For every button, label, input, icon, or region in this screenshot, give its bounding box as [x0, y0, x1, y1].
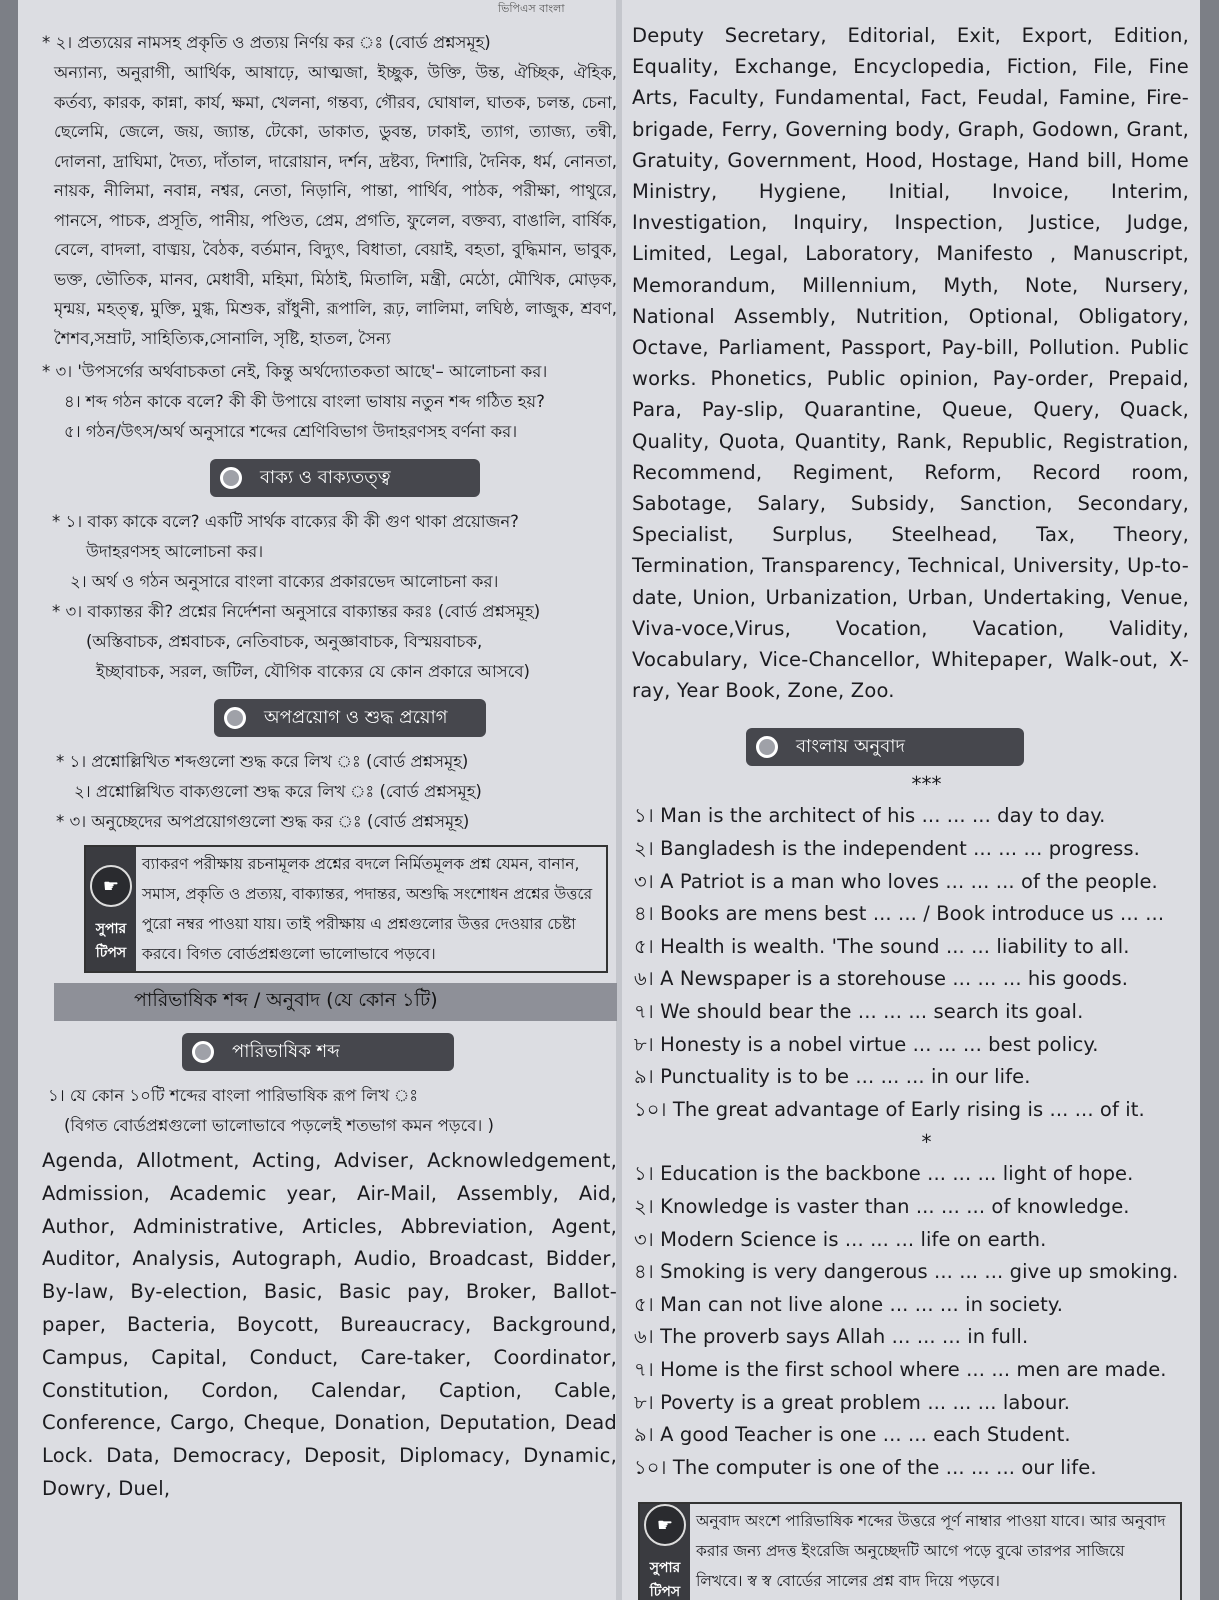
hand-pointer-icon: ☛ [90, 865, 132, 907]
terms-list-left: Agenda, Allotment, Acting, Adviser, Acknowledgement, Admission, Academic year, Air-Mail, Assembly, Aid, Author, Administrative, Articles, Abbreviation, Agent, Auditor, Analysis, Autograph, Audio, Broadcast, Bidder, By-law, By-election, Basic, Basic pay, Broker, Ballot-paper, Bacteria, Boycott, Bureaucracy, Background, Campus, Capital, Conduct, Care-taker, Coordinator, Constitution, Cordon, Calendar, Caption, Cable, Conference, Cargo, Cheque, Donation, Deputation, Dead Lock. Data, Democracy, Deposit, Diplomacy, Dynamic, Dowry, Duel, [42, 1149, 617, 1500]
section-header-sentence [210, 459, 480, 497]
question-3: * ৩। 'উপসর্গের অর্থবাচকতা নেই, কিন্তু অর্থদ্যোতকতা আছে'– আলোচনা কর। [42, 362, 548, 381]
section-header-translation [746, 728, 1024, 766]
list-item: ৫। Man can not live alone ... ... ... in society. [634, 1292, 1064, 1316]
super-tips-box-2 [638, 1502, 1182, 1600]
list-item: ১। Education is the backbone ... ... ... light of hope. [634, 1162, 1134, 1186]
usage-q1: * ১। প্রশ্নোল্লিখিত শব্দগুলো শুদ্ধ করে লিখ ঃ (বোর্ড প্রশ্নসমূহ) [56, 752, 469, 771]
right-column [624, 0, 1189, 1600]
bullet-circle-icon [224, 707, 246, 729]
question-2: * ২। প্রত্যয়ের নামসহ প্রকৃতি ও প্রত্যয় নির্ণয় কর ঃ (বোর্ড প্রশ্নসমূহ) [42, 33, 491, 52]
question-4: ৪। শব্দ গঠন কাকে বলে? কী কী উপায়ে বাংলা ভাষায় নতুন শব্দ গঠিত হয়? [64, 392, 545, 411]
sentence-q3-cont2: ইচ্ছাবাচক, সরল, জটিল, যৌগিক বাক্যের যে কোন প্রকারে আসবে) [96, 662, 530, 681]
list-item: ৭। Home is the first school where ... ... men are made. [634, 1357, 1167, 1381]
book-page [18, 0, 1200, 1600]
question-5: ৫। গঠন/উৎস/অর্থ অনুসারে শব্দের শ্রেণিবিভাগ উদাহরণসহ বর্ণনা কর। [64, 422, 518, 441]
list-item: ৩। Modern Science is ... ... ... life on earth. [634, 1227, 1047, 1251]
hand-pointer-icon: ☛ [644, 1504, 686, 1546]
list-item: ২। Bangladesh is the independent ... ... ... progress. [634, 837, 1140, 861]
list-item: ৮। Honesty is a nobel virtue ... ... ... best policy. [634, 1032, 1099, 1056]
list-item: ৭। We should bear the ... ... ... search its goal. [634, 1000, 1084, 1024]
affix-word-list: অন্যান্য, অনুরাগী, আর্থিক, আষাঢ়ে, আত্মজা, ইচ্ছুক, উক্তি, উন্ত, ঐচ্ছিক, ঐহিক, কর্তব্য, কারক, কান্না, কার্য, ক্ষমা, খেলনা, গন্তব্য, গৌরব, ঘোষাল, ঘাতক, চলন্ত, চেনা, ছেলেমি, জেলে, জয়, জ্যান্ত, টেকো, ডাকাত, ডুবন্ত, ঢাকাই, ত্যাগ, ত্যাজ্য, তন্বী, দোলনা, দ্রাঘিমা, দৈত্য, দাঁতাল, দারোয়ান, দর্শন, দ্রষ্টব্য, দিশারি, দৈনিক, ধর্ম, নোনতা, নায়ক, নীলিমা, নবান্ন, নশ্বর, নেতা, নিড়ানি, পান্তা, পার্থিব, পাঠক, পরীক্ষা, পাথুরে, পানসে, পাচক, প্রসূতি, পানীয়, পণ্ডিত, প্রেম, প্রগতি, ফুলেল, বক্তব্য, বাঙালি, বার্ষিক, বেলে, বাদলা, বাঙ্ময়, বৈঠক, বর্তমান, বিদ্যুৎ, বিধাতা, বেয়াই, বহতা, বুদ্ধিমান, ভাবুক, ভক্ত, ভৌতিক, মানব, মেধাবী, মহিমা, মিঠাই, মিতালি, মন্ত্রী, মেঠো, মৌখিক, মোড়ক, মৃন্ময়, মহত্ত্ব, মুক্তি, মুগ্ধ, মিশুক, রাঁধুনী, রূপালি, রূঢ়, লালিমা, লঘিষ্ঠ, লাজুক, শ্রবণ, শৈশব,সম্রাট, সাহিত্যিক,সোনালি, সৃষ্টি, হাতল, সৈন্য [54, 63, 617, 348]
tip-label-2: টিপস [649, 1584, 681, 1600]
tip-text: ব্যাকরণ পরীক্ষায় রচনামূলক প্রশ্নের বদলে নির্মিতমূলক প্রশ্ন যেমন, বানান, সমাস, প্রকৃতি ও প্রত্যয়, বাক্যান্তর, পদান্তর, অশুদ্ধি সংশোধন প্রশ্নের উত্তরে পুরো নম্বর পাওয়া যায়। তাই পরীক্ষায় এ প্রশ্নগুলোর উত্তর দেওয়ার চেষ্টা করবে। বিগত বোর্ডপ্রশ্নগুলো ভালোভাবে পড়বে। [142, 855, 593, 963]
list-item: ১০। The great advantage of Early rising is ... ... of it. [634, 1097, 1145, 1121]
tip-label-2: টিপস [95, 945, 127, 961]
sentence-q3: * ৩। বাক্যান্তর কী? প্রশ্নের নির্দেশনা অনুসারে বাক্যান্তর করঃ (বোর্ড প্রশ্নসমূহ) [52, 602, 541, 621]
super-tips-box [84, 845, 608, 973]
list-item: ৮। Poverty is a great problem ... ... ... labour. [634, 1390, 1071, 1414]
tip-label-1: সুপার [649, 1560, 681, 1577]
list-item: ৩। A Patriot is a man who loves ... ... ... of the people. [634, 869, 1158, 893]
sentence-q2: ২। অর্থ ও গঠন অনুসারে বাংলা বাক্যের প্রকারভেদ আলোচনা কর। [70, 572, 499, 591]
usage-q2: ২। প্রশ্নোল্লিখিত বাক্যগুলো শুদ্ধ করে লিখ ঃ (বোর্ড প্রশ্নসমূহ) [74, 782, 482, 801]
section-header-usage [214, 699, 486, 737]
list-item: ৪। Books are mens best ... ... / Book introduce us ... ... [634, 902, 1165, 926]
terms-list-right: Deputy Secretary, Editorial, Exit, Export, Edition, Equality, Exchange, Encyclopedia, Fiction, File, Fine Arts, Faculty, Fundamental, Fact, Feudal, Famine, Fire-brigade, Ferry, Governing body, Graph, Godown, Grant, Gratuity, Government, Hood, Hostage, Hand bill, Home Ministry, Hygiene, Initial, Invoice, Interim, Investigation, Inquiry, Inspection, Justice, Judge, Limited, Legal, Laboratory, Manifesto , Manuscript, Memorandum, Millennium, Myth, Note, Nursery, National Assembly, Nutrition, Optional, Obligatory, Octave, Parliament, Passport, Pay-bill, Pollution. Public works. Phonetics, Public opinion, Pay-order, Prepaid, Para, Pay-slip, Quarantine, Queue, Query, Quack, Quality, Quota, Quantity, Rank, Republic, Registration, Recommend, Regiment, Reform, Record room, Sabotage, Salary, Subsidy, Sanction, Secondary, Specialist, Surplus, Steelhead, Tax, Theory, Termination, Transparency, Technical, University, Up-to-date, Union, Urbanization, Urban, Undertaking, Venue, Viva-voce,Virus, Vocation, Vacation, Validity, Vocabulary, Vice-Chancellor, Whitepaper, Walk-out, X-ray, Year Book, Zone, Zoo. [632, 24, 1189, 703]
list-item: ৫। Health is wealth. 'The sound ... ... liability to all. [634, 934, 1130, 958]
list-item: ৪। Smoking is very dangerous ... ... ... give up smoking. [634, 1260, 1179, 1284]
tip-text: অনুবাদ অংশে পারিভাষিক শব্দের উত্তরে পূর্ণ নাম্বার পাওয়া যাবে। আর অনুবাদ করার জন্য প্রদত্ত ইংরেজি অনুচ্ছেদটি আগে পড়ে বুঝে তারপর সাজিয়ে লিখবে। স্ব স্ব বোর্ডের সালের প্রশ্ন বাদ দিয়ে পড়বে। [696, 1512, 1166, 1591]
divider-stars: *** [911, 772, 942, 797]
translation-list-2 [624, 1158, 1189, 1484]
sentence-q1-cont: উদাহরণসহ আলোচনা কর। [86, 542, 264, 561]
list-item: ৯। A good Teacher is one ... ... each Student. [634, 1423, 1071, 1447]
translation-list-1 [624, 800, 1189, 1126]
sentence-q3-cont: (অস্তিবাচক, প্রশ্নবাচক, নেতিবাচক, অনুজ্ঞাবাচক, বিস্ময়বাচক, [86, 632, 483, 651]
top-caption: ভিপিএস বাংলা [498, 2, 565, 15]
section-title: পারিভাষিক শব্দ [232, 1040, 340, 1062]
bullet-circle-icon [192, 1041, 214, 1063]
section-title: বাক্য ও বাক্যতত্ত্ব [260, 466, 391, 488]
divider-star: * [921, 1130, 932, 1155]
super-tips-label [86, 847, 136, 971]
bullet-circle-icon [756, 736, 778, 758]
bullet-circle-icon [220, 467, 242, 489]
list-item: ৬। A Newspaper is a storehouse ... ... ... his goods. [634, 967, 1129, 991]
sentence-q1: * ১। বাক্য কাকে বলে? একটি সার্থক বাক্যের কী কী গুণ থাকা প্রয়োজন? [52, 512, 519, 531]
left-column [42, 0, 617, 1600]
terms-q1-note: (বিগত বোর্ডপ্রশ্নগুলো ভালোভাবে পড়লেই শতভাগ কমন পড়বে। ) [64, 1116, 494, 1135]
super-tips-label [640, 1504, 690, 1600]
term-translation-banner: পারিভাষিক শব্দ / অনুবাদ (যে কোন ১টি) [54, 983, 617, 1021]
list-item: ১০। The computer is one of the ... ... ... our life. [634, 1455, 1097, 1479]
section-header-terms [182, 1033, 454, 1071]
section-title: বাংলায় অনুবাদ [796, 735, 905, 757]
terms-q1: ১। যে কোন ১০টি শব্দের বাংলা পারিভাষিক রূপ লিখ ঃ [48, 1086, 419, 1105]
list-item: ৬। The proverb says Allah ... ... ... in full. [634, 1325, 1029, 1349]
list-item: ৯। Punctuality is to be ... ... ... in our life. [634, 1065, 1031, 1089]
usage-q3: * ৩। অনুচ্ছেদের অপপ্রয়োগগুলো শুদ্ধ কর ঃ (বোর্ড প্রশ্নসমূহ) [56, 812, 470, 831]
tip-label-1: সুপার [95, 921, 127, 937]
section-title: অপপ্রয়োগ ও শুদ্ধ প্রয়োগ [264, 706, 448, 728]
list-item: ২। Knowledge is vaster than ... ... ... of knowledge. [634, 1195, 1130, 1218]
list-item: ১। Man is the architect of his ... ... ... day to day. [634, 804, 1106, 828]
